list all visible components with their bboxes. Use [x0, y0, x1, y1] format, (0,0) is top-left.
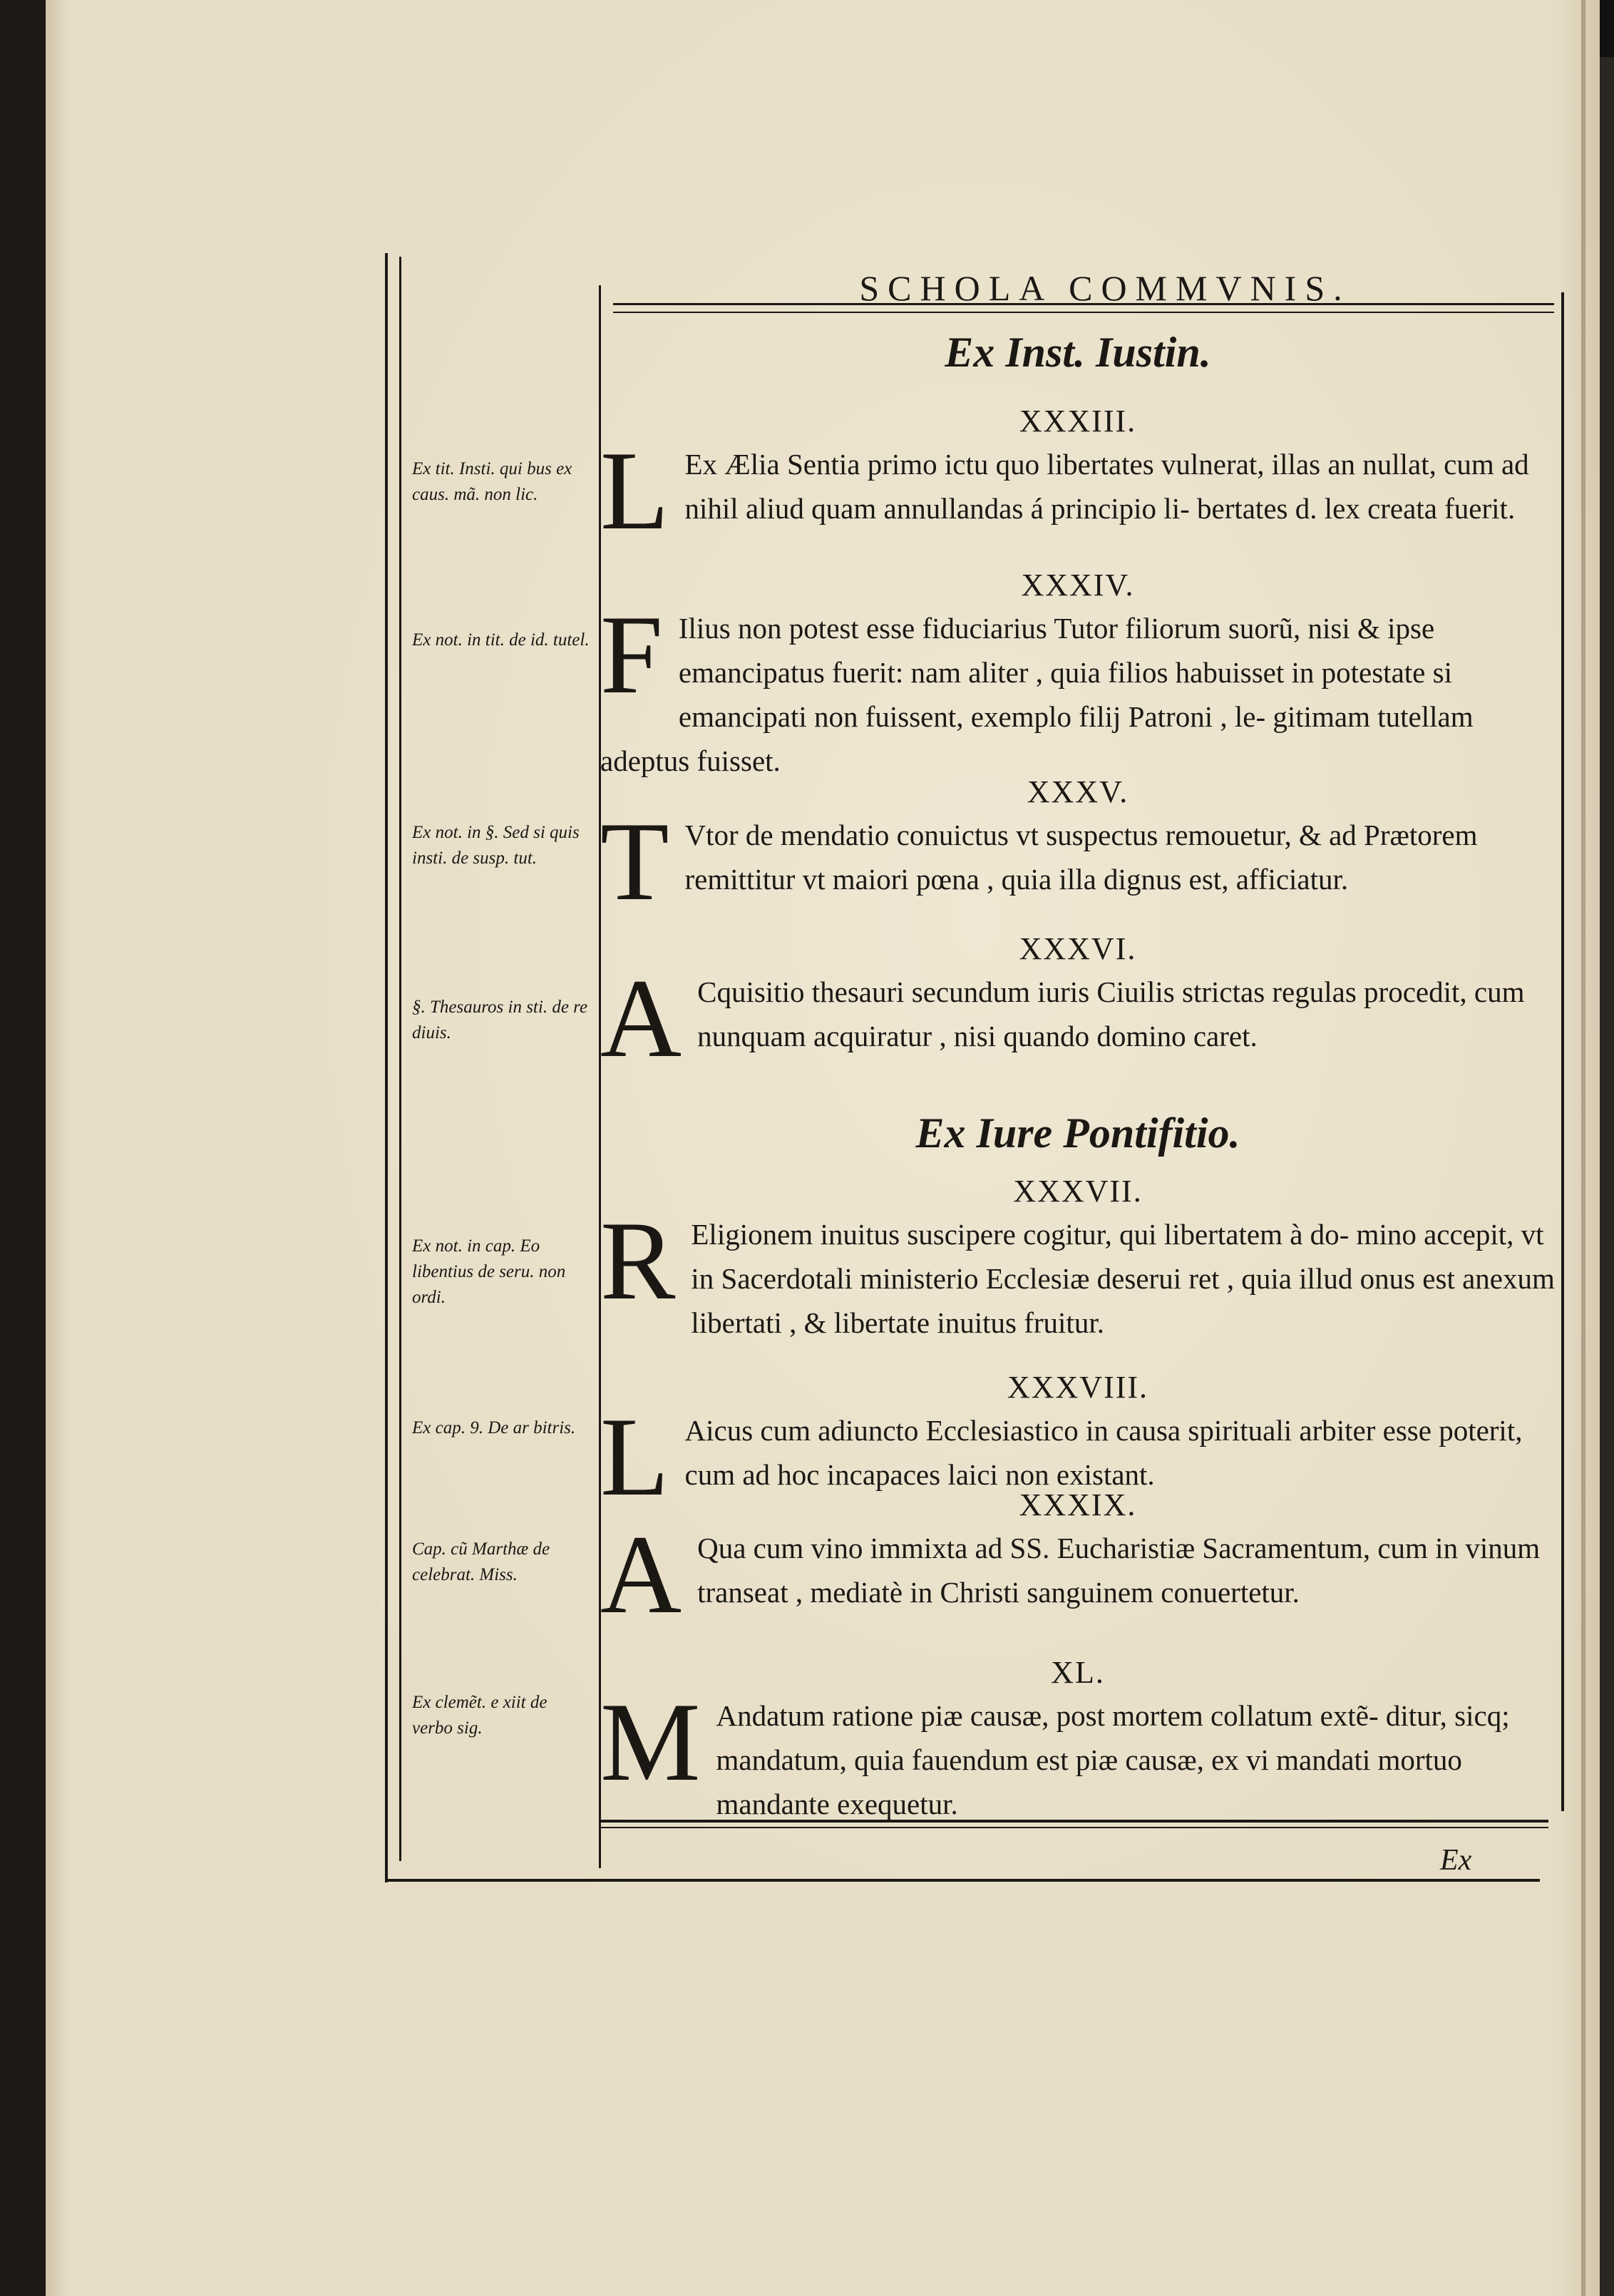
frame-right-rule — [1561, 292, 1564, 1811]
article-paragraph-33 — [600, 429, 1556, 553]
article-text: Andatum ratione piæ causæ, post mortem collatum extẽ- ditur, sicq; mandatum, quia fauendum est piæ causæ, ex vi mandati mortuo mandante exequetur. — [716, 1699, 1510, 1820]
article-number: XXXVI. — [1019, 931, 1137, 966]
article-number: XXXVIII. — [1007, 1370, 1149, 1405]
article-paragraph-40 — [600, 1680, 1556, 1826]
drop-cap: A — [600, 956, 682, 1081]
article-number: XXXIV. — [1021, 568, 1135, 603]
page-edge-shadow — [1581, 0, 1585, 2296]
margin-note-4: §. Thesauros in sti. de re diuis. — [412, 998, 588, 1042]
article-number: XXXVII. — [1013, 1174, 1143, 1209]
drop-cap: R — [600, 1199, 676, 1323]
section-heading-institutiones: Ex Inst. Iustin. — [945, 329, 1211, 376]
section-heading-ius-pontificium: Ex Iure Pontifitio. — [915, 1109, 1240, 1157]
drop-cap: T — [600, 799, 669, 924]
article-text: Vtor de mendatio conuictus vt suspectus remouetur, & ad Prætorem remittitur vt maiori pœna , quia illa dignus est, afficiatur. — [684, 819, 1478, 896]
drop-cap: A — [600, 1512, 682, 1637]
margin-note-7: Cap. cũ Marthæ de celebrat. Miss. — [412, 1539, 550, 1584]
frame-left-inner-rule — [399, 257, 401, 1861]
margin-note-1: Ex tit. Insti. qui bus ex caus. mã. non lic. — [412, 459, 572, 504]
article-paragraph-36 — [600, 956, 1556, 1081]
margin-note-8: Ex clemẽt. e xiit de verbo sig. — [412, 1693, 548, 1738]
frame-bottom-rule — [385, 1879, 1540, 1882]
frame-left-rule — [385, 253, 388, 1882]
article-number: XXXIX. — [1019, 1487, 1137, 1522]
drop-cap: L — [600, 1395, 669, 1519]
article-paragraph-34 — [600, 593, 1556, 783]
article-text: Aicus cum adiuncto Ecclesiastico in causa spirituali arbiter esse poterit, cum ad hoc incapaces laici non existant. — [684, 1414, 1523, 1491]
drop-cap: L — [600, 429, 669, 553]
article-text: Cquisitio thesauri secundum iuris Ciuilis strictas regulas procedit, cum nunquam acquiratur , nisi quando domino caret. — [697, 975, 1525, 1052]
article-text: Qua cum vino immixta ad SS. Eucharistiæ Sacramentum, cum in vinum transeat , mediatè in Christi sanguinem conuertetur. — [697, 1532, 1541, 1609]
article-text: Ex Ælia Sentia primo ictu quo libertates vulnerat, illas an nullat, cum ad nihil aliud quam annullandas á principio li- bertates d. lex creata fuerit. — [684, 448, 1529, 525]
margin-note-6: Ex cap. 9. De ar bitris. — [412, 1418, 576, 1437]
article-paragraph-35 — [600, 799, 1556, 924]
article-text: Eligionem inuitus suscipere cogitur, qui libertatem à do- mino accepit, vt in Sacerdotali ministerio Ecclesiæ deserui ret , quia illud onus est anexum libertati , & libertate inuitus fruitur. — [691, 1218, 1555, 1339]
drop-cap: M — [600, 1680, 701, 1805]
margin-note-5: Ex not. in cap. Eo libentius de seru. non ordi. — [412, 1236, 566, 1307]
head-rule-2 — [613, 312, 1554, 313]
text-bottom-rule-2 — [600, 1827, 1548, 1828]
article-number: XXXV. — [1027, 774, 1129, 809]
article-number: XXXIII. — [1019, 404, 1137, 439]
drop-cap: F — [600, 593, 663, 717]
article-paragraph-39 — [600, 1512, 1556, 1637]
running-head: SCHOLA COMMVNIS. — [859, 268, 1351, 308]
catchword: Ex — [1440, 1844, 1472, 1877]
scanner-background — [0, 0, 46, 2296]
article-text: Ilius non potest esse fiduciarius Tutor filiorum suorũ, nisi & ipse emancipatus fuerit: nam aliter , quia filios habuisset in potestate si emancipati non fuissent, exemplo filij Patroni , le- gitimam tutellam adeptus fuisset. — [600, 612, 1474, 777]
margin-note-3: Ex not. in §. Sed si quis insti. de susp. tut. — [412, 823, 580, 868]
article-paragraph-37 — [600, 1199, 1556, 1345]
margin-note-2: Ex not. in tit. de id. tutel. — [412, 630, 590, 650]
article-number: XL. — [1051, 1655, 1105, 1690]
